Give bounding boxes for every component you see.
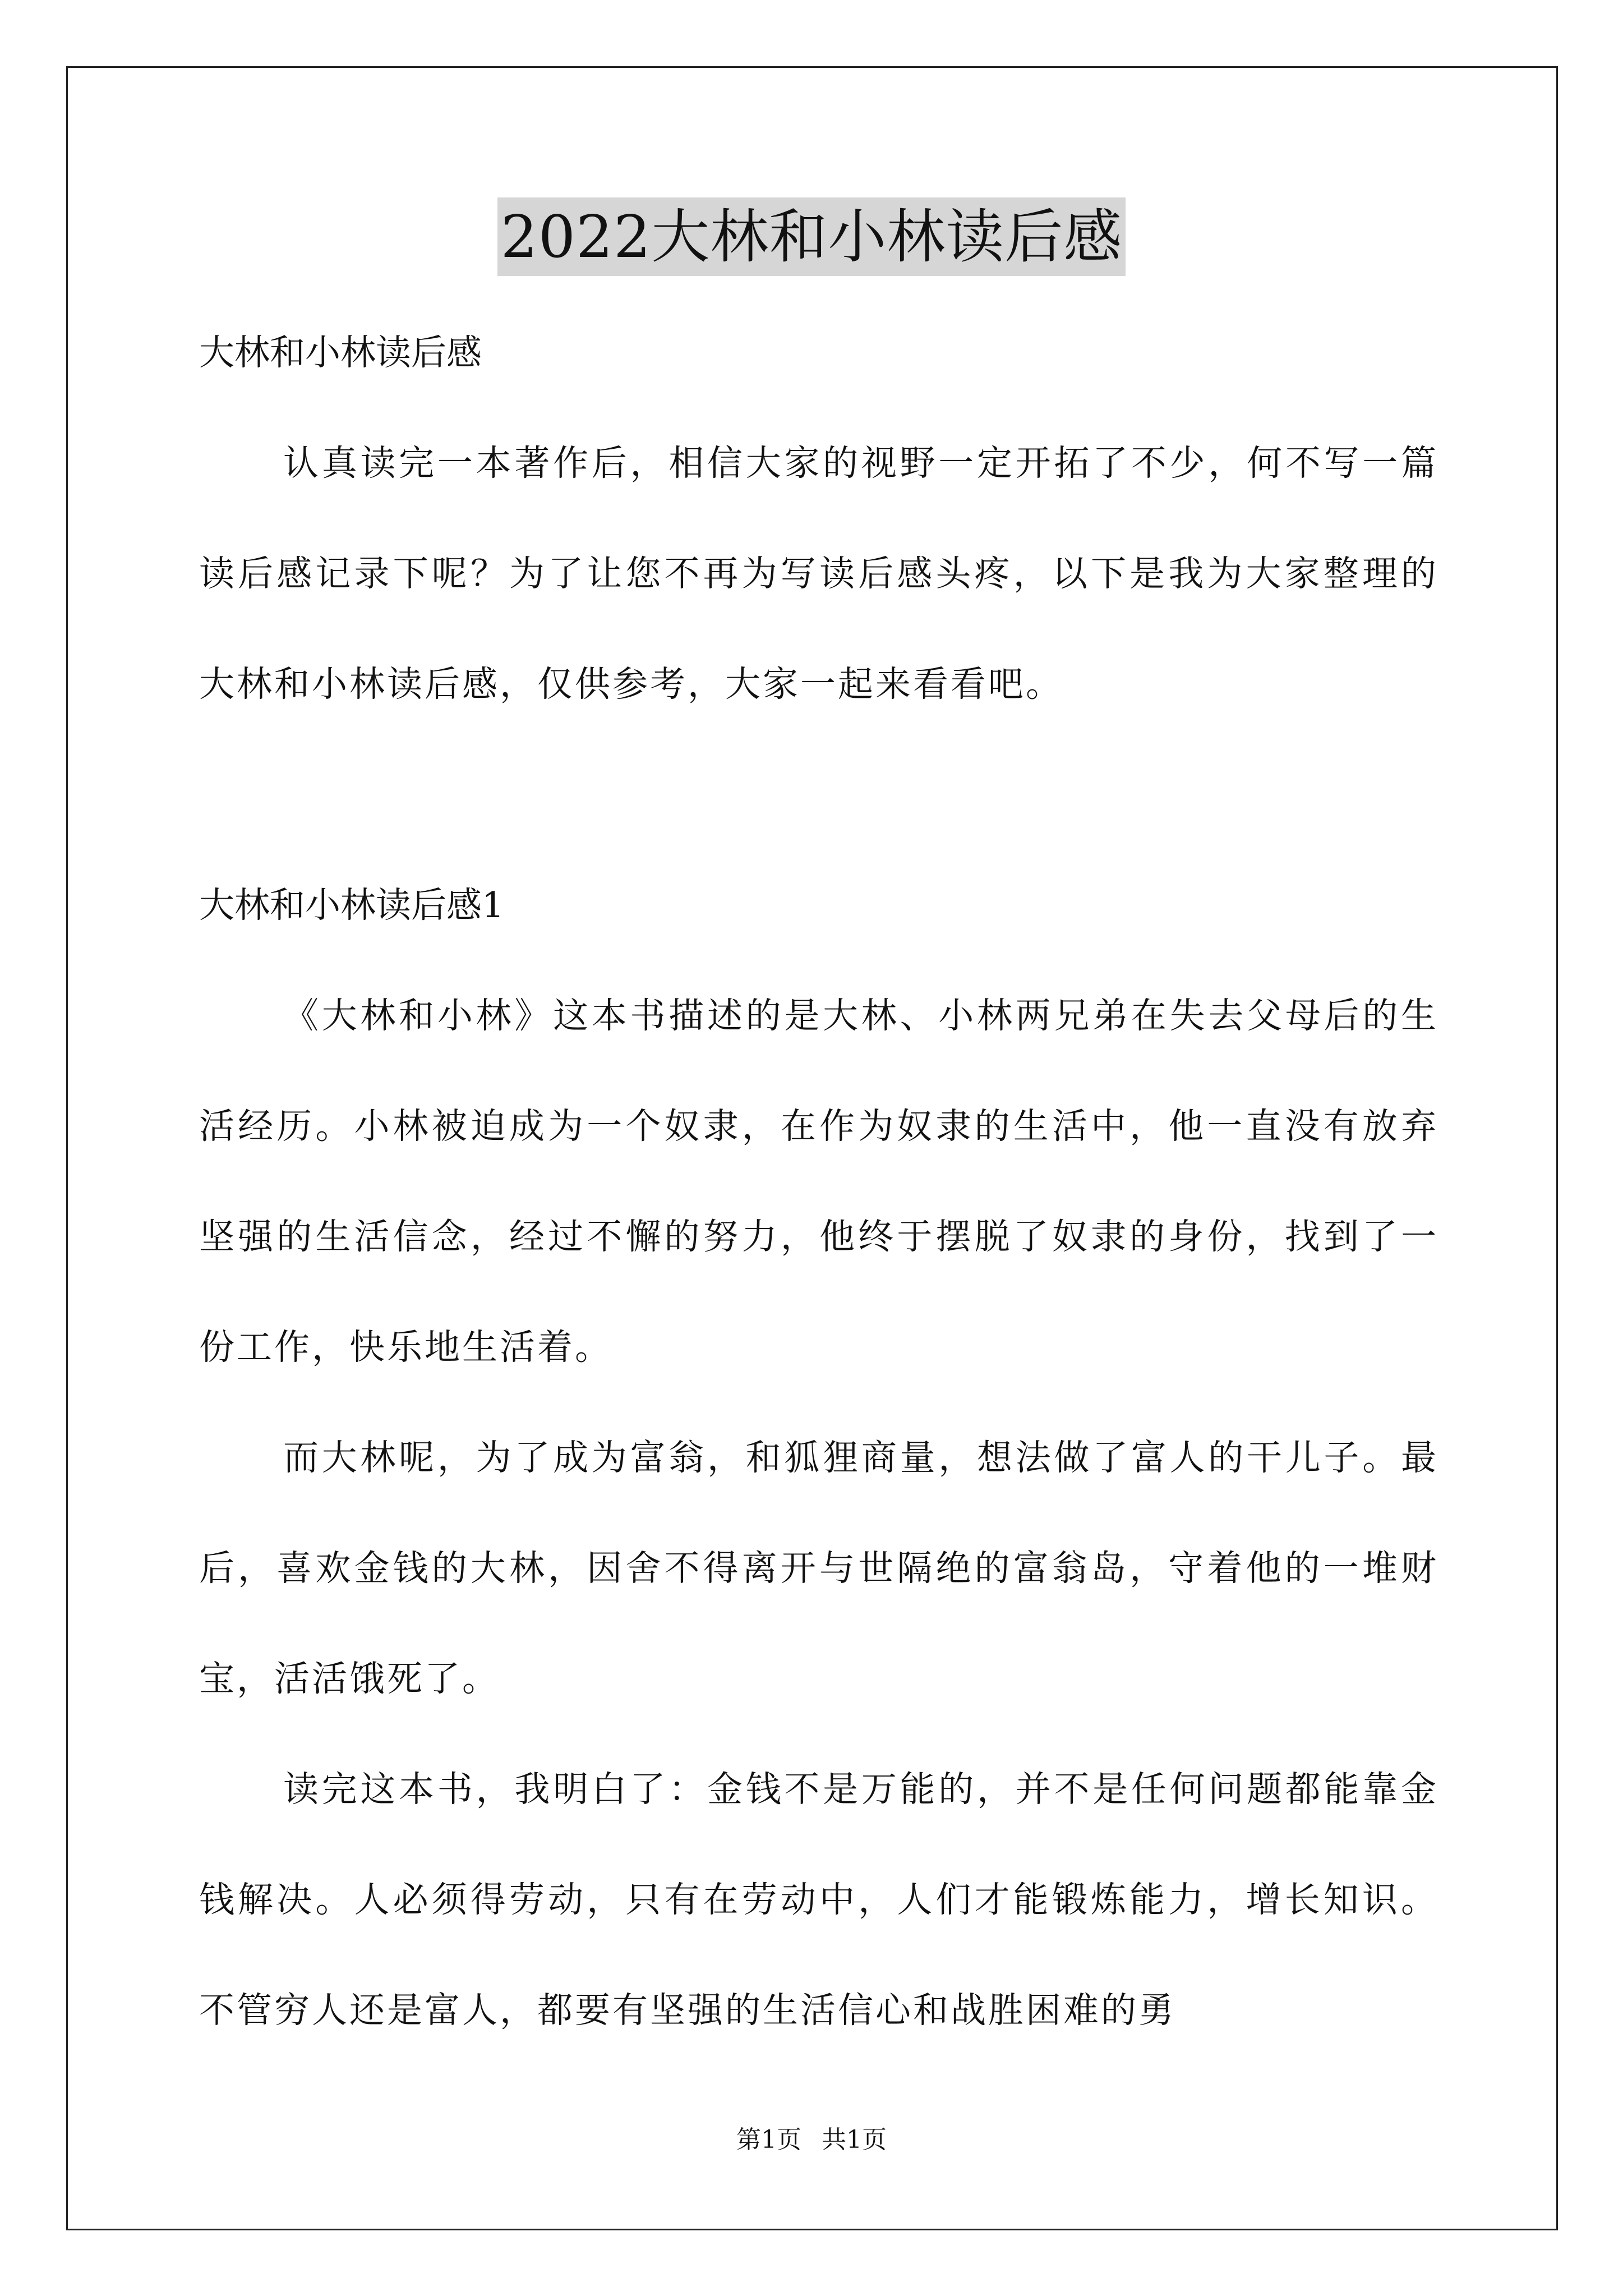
title-container <box>0 197 1623 276</box>
body-paragraph: 《大林和小林》这本书描述的是大林、小林两兄弟在失去父母后的生活经历。小林被迫成为一个奴隶，在作为奴隶的生活中，他一直没有放弃坚强的生活信念，经过不懈的努力，他终于摆脱了奴隶的身份，找到了一份工作，快乐地生活着。 <box>199 995 1438 1368</box>
body-paragraph: 而大林呢，为了成为富翁，和狐狸商量，想法做了富人的干儿子。最后，喜欢金钱的大林，因舍不得离开与世隔绝的富翁岛，守着他的一堆财宝，活活饿死了。 <box>199 1437 1438 1699</box>
intro-paragraph: 认真读完一本著作后，相信大家的视野一定开拓了不少，何不写一篇读后感记录下呢？为了让您不再为写读后感头疼，以下是我为大家整理的大林和小林读后感，仅供参考，大家一起来看看吧。 <box>199 443 1438 705</box>
body-paragraph: 读完这本书，我明白了：金钱不是万能的，并不是任何问题都能靠金钱解决。人必须得劳动，只有在劳动中，人们才能锻炼能力，增长知识。不管穷人还是富人，都要有坚强的生活信心和战胜困难的勇 <box>199 1769 1438 2031</box>
page-number: 第1页 <box>736 2125 801 2154</box>
page-footer <box>0 2123 1623 2157</box>
document-title: 2022大林和小林读后感 <box>497 197 1126 276</box>
page-total: 共1页 <box>822 2125 887 2154</box>
section-heading: 大林和小林读后感1 <box>199 885 505 926</box>
document-body <box>199 297 1438 2065</box>
document-subtitle: 大林和小林读后感 <box>199 332 482 373</box>
section-spacer <box>199 739 1438 850</box>
